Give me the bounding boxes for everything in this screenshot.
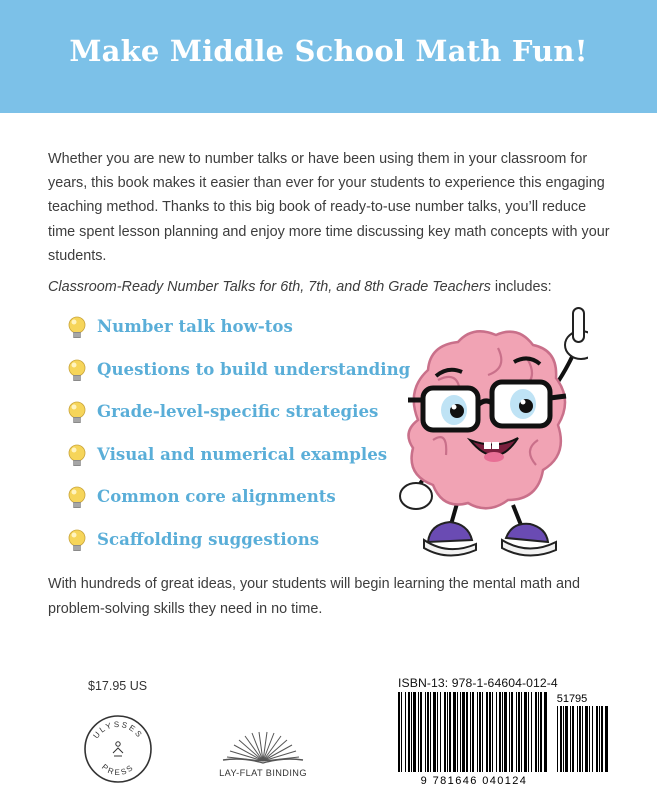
brain-mascot-illustration: [388, 300, 588, 562]
svg-text:PRESS: PRESS: [100, 762, 136, 778]
closing-paragraph: With hundreds of great ideas, your students will begin learning the mental math and problem-solving skills they need in no time.: [48, 576, 580, 617]
publisher-logo: [82, 713, 154, 785]
feature-label: Scaffolding suggestions: [97, 528, 320, 549]
isbn-barcode: [396, 690, 612, 786]
price-code: 51795: [556, 693, 588, 705]
book-title: Classroom-Ready Number Talks for 6th, 7th, and 8th Grade Teachers: [48, 279, 491, 295]
feature-item: [66, 313, 410, 356]
feature-item: [66, 526, 410, 569]
lightbulb-icon: [66, 315, 88, 341]
feature-label: Common core alignments: [97, 486, 336, 507]
feature-item: [66, 483, 410, 526]
binding-label: LAY-FLAT BINDING: [219, 768, 307, 778]
lightbulb-icon: [66, 485, 88, 511]
feature-label: Visual and numerical examples: [97, 443, 388, 464]
feature-list: [66, 313, 410, 569]
includes-suffix: includes:: [490, 279, 552, 295]
lightbulb-icon: [66, 358, 88, 384]
includes-line: [48, 279, 613, 295]
feature-label: Number talk how-tos: [97, 316, 293, 336]
open-book-icon: [217, 727, 309, 767]
lay-flat-binding-badge: [217, 727, 309, 787]
feature-item: [66, 441, 410, 484]
lightbulb-icon: [66, 528, 88, 554]
price-label: $17.95 US: [88, 679, 148, 693]
feature-label: Grade-level-specific strategies: [97, 401, 379, 422]
title-banner: [0, 0, 657, 113]
page-title: Make Middle School Math Fun!: [69, 34, 588, 68]
feature-label: Questions to build understanding: [97, 358, 411, 379]
pointing-hand-icon: [565, 308, 588, 359]
isbn-label: ISBN-13: 978-1-64604-012-4: [398, 676, 558, 690]
barcode-digits: 9 781646 040124: [420, 775, 528, 786]
feature-item: [66, 356, 410, 399]
sneaker-right: [502, 524, 556, 556]
intro-paragraph: Whether you are new to number talks or have been using them in your classroom for years, this book makes it easier than ever for your students to experience this engaging teaching method. Thanks to this big book of ready-to-use number talks, you’ll reduce time spent lesson planning and enjoy more time discussing key math concepts with your students.: [48, 151, 610, 264]
lightbulb-icon: [66, 443, 88, 469]
lightbulb-icon: [66, 400, 88, 426]
svg-text:ULYSSES: ULYSSES: [91, 719, 145, 741]
feature-item: [66, 398, 410, 441]
sneaker-left: [424, 522, 476, 556]
